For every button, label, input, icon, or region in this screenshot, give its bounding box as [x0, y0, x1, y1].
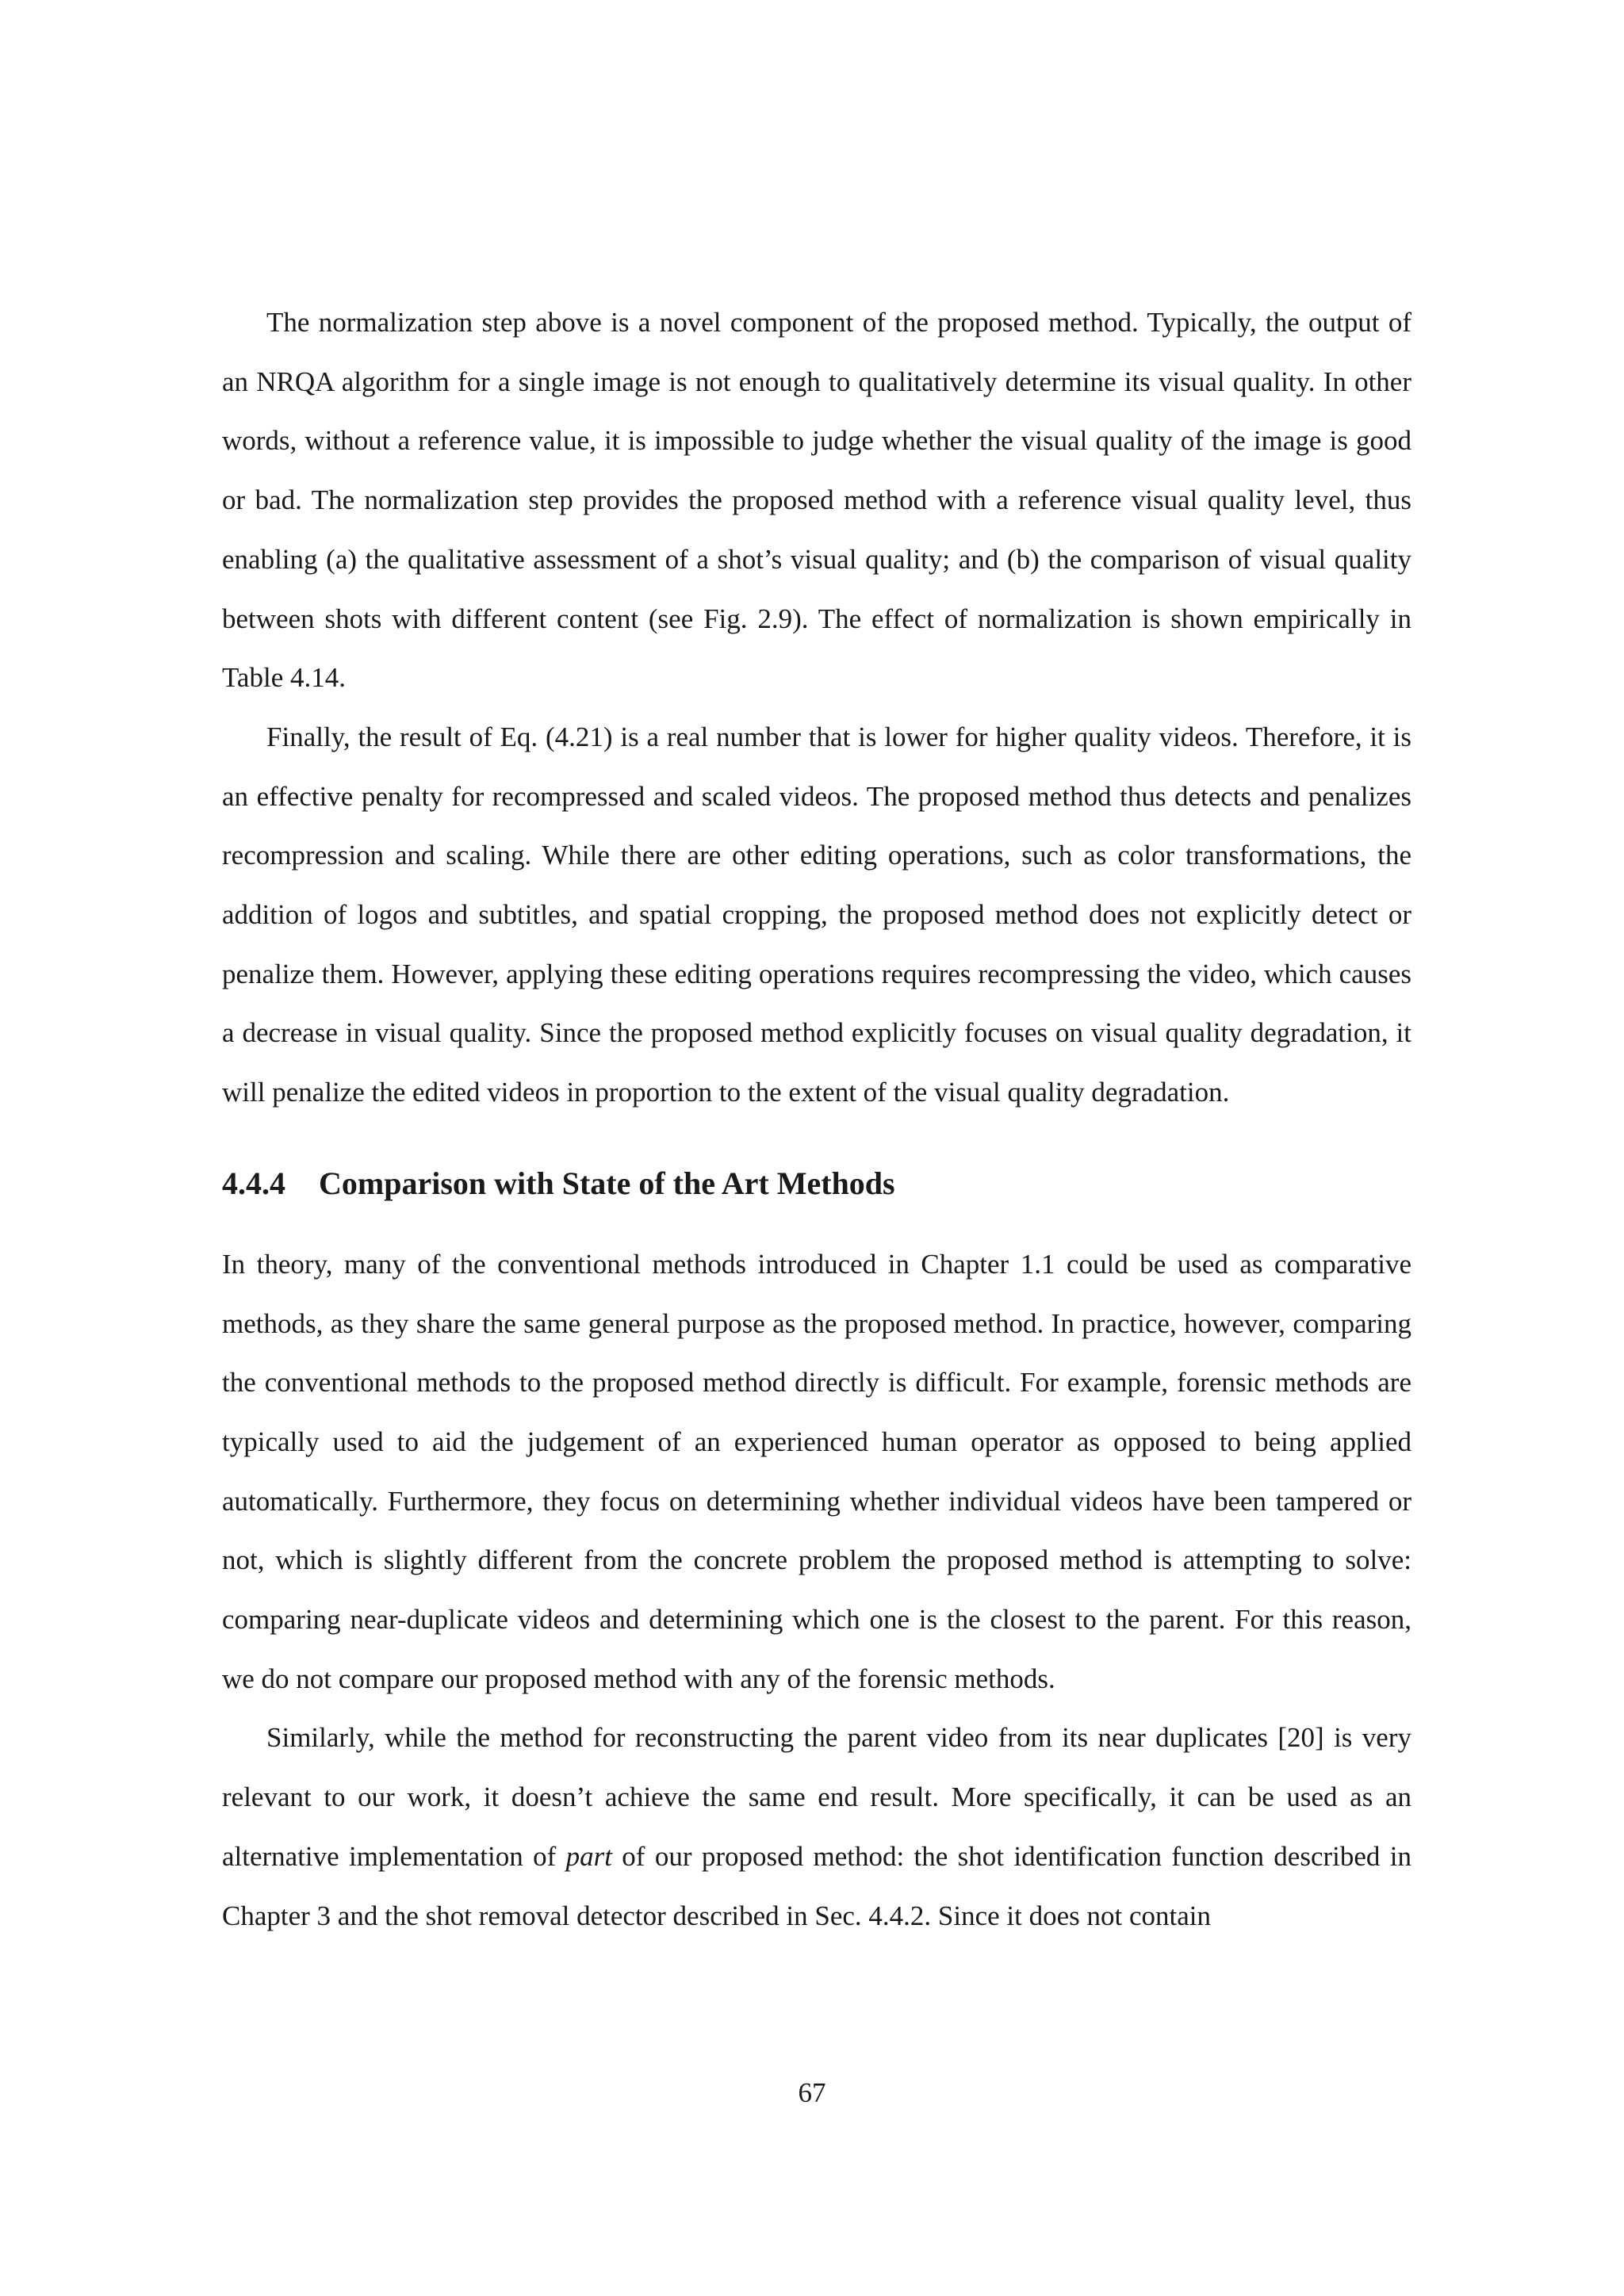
section-heading [222, 1123, 1411, 1235]
paragraph-reconstruction-part2: of our proposed method: the shot identification function described in Chapter 3 and the shot removal detector described in Sec. 4.4.2. Since it does not contain [222, 1840, 1411, 1931]
paragraph-penalty: Finally, the result of Eq. (4.21) is a real number that is lower for higher quality videos. Therefore, it is an effective penalty for recompressed and scaled videos. The proposed method thus detects and penalizes recompression and scaling. While there are other editing operations, such as color transformations, the addition of logos and subtitles, and spatial cropping, the proposed method does not explicitly detect or penalize them. However, applying these editing operations requires recompressing the video, which causes a decrease in visual quality. Since the proposed method explicitly focuses on visual quality degradation, it will penalize the edited videos in proportion to the extent of the visual quality degradation. [222, 721, 1411, 1108]
page-body [222, 293, 1411, 1946]
section-number: 4.4.4 [222, 1165, 285, 1201]
italic-emphasis: part [565, 1840, 612, 1872]
section-title: Comparison with State of the Art Methods [319, 1165, 895, 1201]
paragraph-reconstruction-part1: Similarly, while the method for reconstructing the parent video from its near duplicates [20] is very relevant to our work, it doesn’t achieve the same end result. More specifically, it can be used as an alternative implementation of [222, 1722, 1411, 1872]
page-number: 67 [798, 2077, 826, 2108]
paragraph-reconstruction [222, 1709, 1411, 1946]
paragraph-conventional-methods: In theory, many of the conventional methods introduced in Chapter 1.1 could be used as comparative methods, as they share the same general purpose as the proposed method. In practice, however, comparing the conventional methods to the proposed method directly is difficult. For example, forensic methods are typically used to aid the judgement of an experienced human operator as opposed to being applied automatically. Furthermore, they focus on determining whether individual videos have been tampered or not, which is slightly different from the concrete problem the proposed method is attempting to solve: comparing near-duplicate videos and determining which one is the closest to the parent. For this reason, we do not compare our proposed method with any of the forensic methods. [222, 1248, 1411, 1694]
paragraph-normalization: The normalization step above is a novel component of the proposed method. Typically, the output of an NRQA algorithm for a single image is not enough to qualitatively determine its visual quality. In other words, without a reference value, it is impossible to judge whether the visual quality of the image is good or bad. The normalization step provides the proposed method with a reference visual quality level, thus enabling (a) the qualitative assessment of a shot’s visual quality; and (b) the comparison of visual quality between shots with different content (see Fig. 2.9). The effect of normalization is shown empirically in Table 4.14. [222, 307, 1411, 694]
